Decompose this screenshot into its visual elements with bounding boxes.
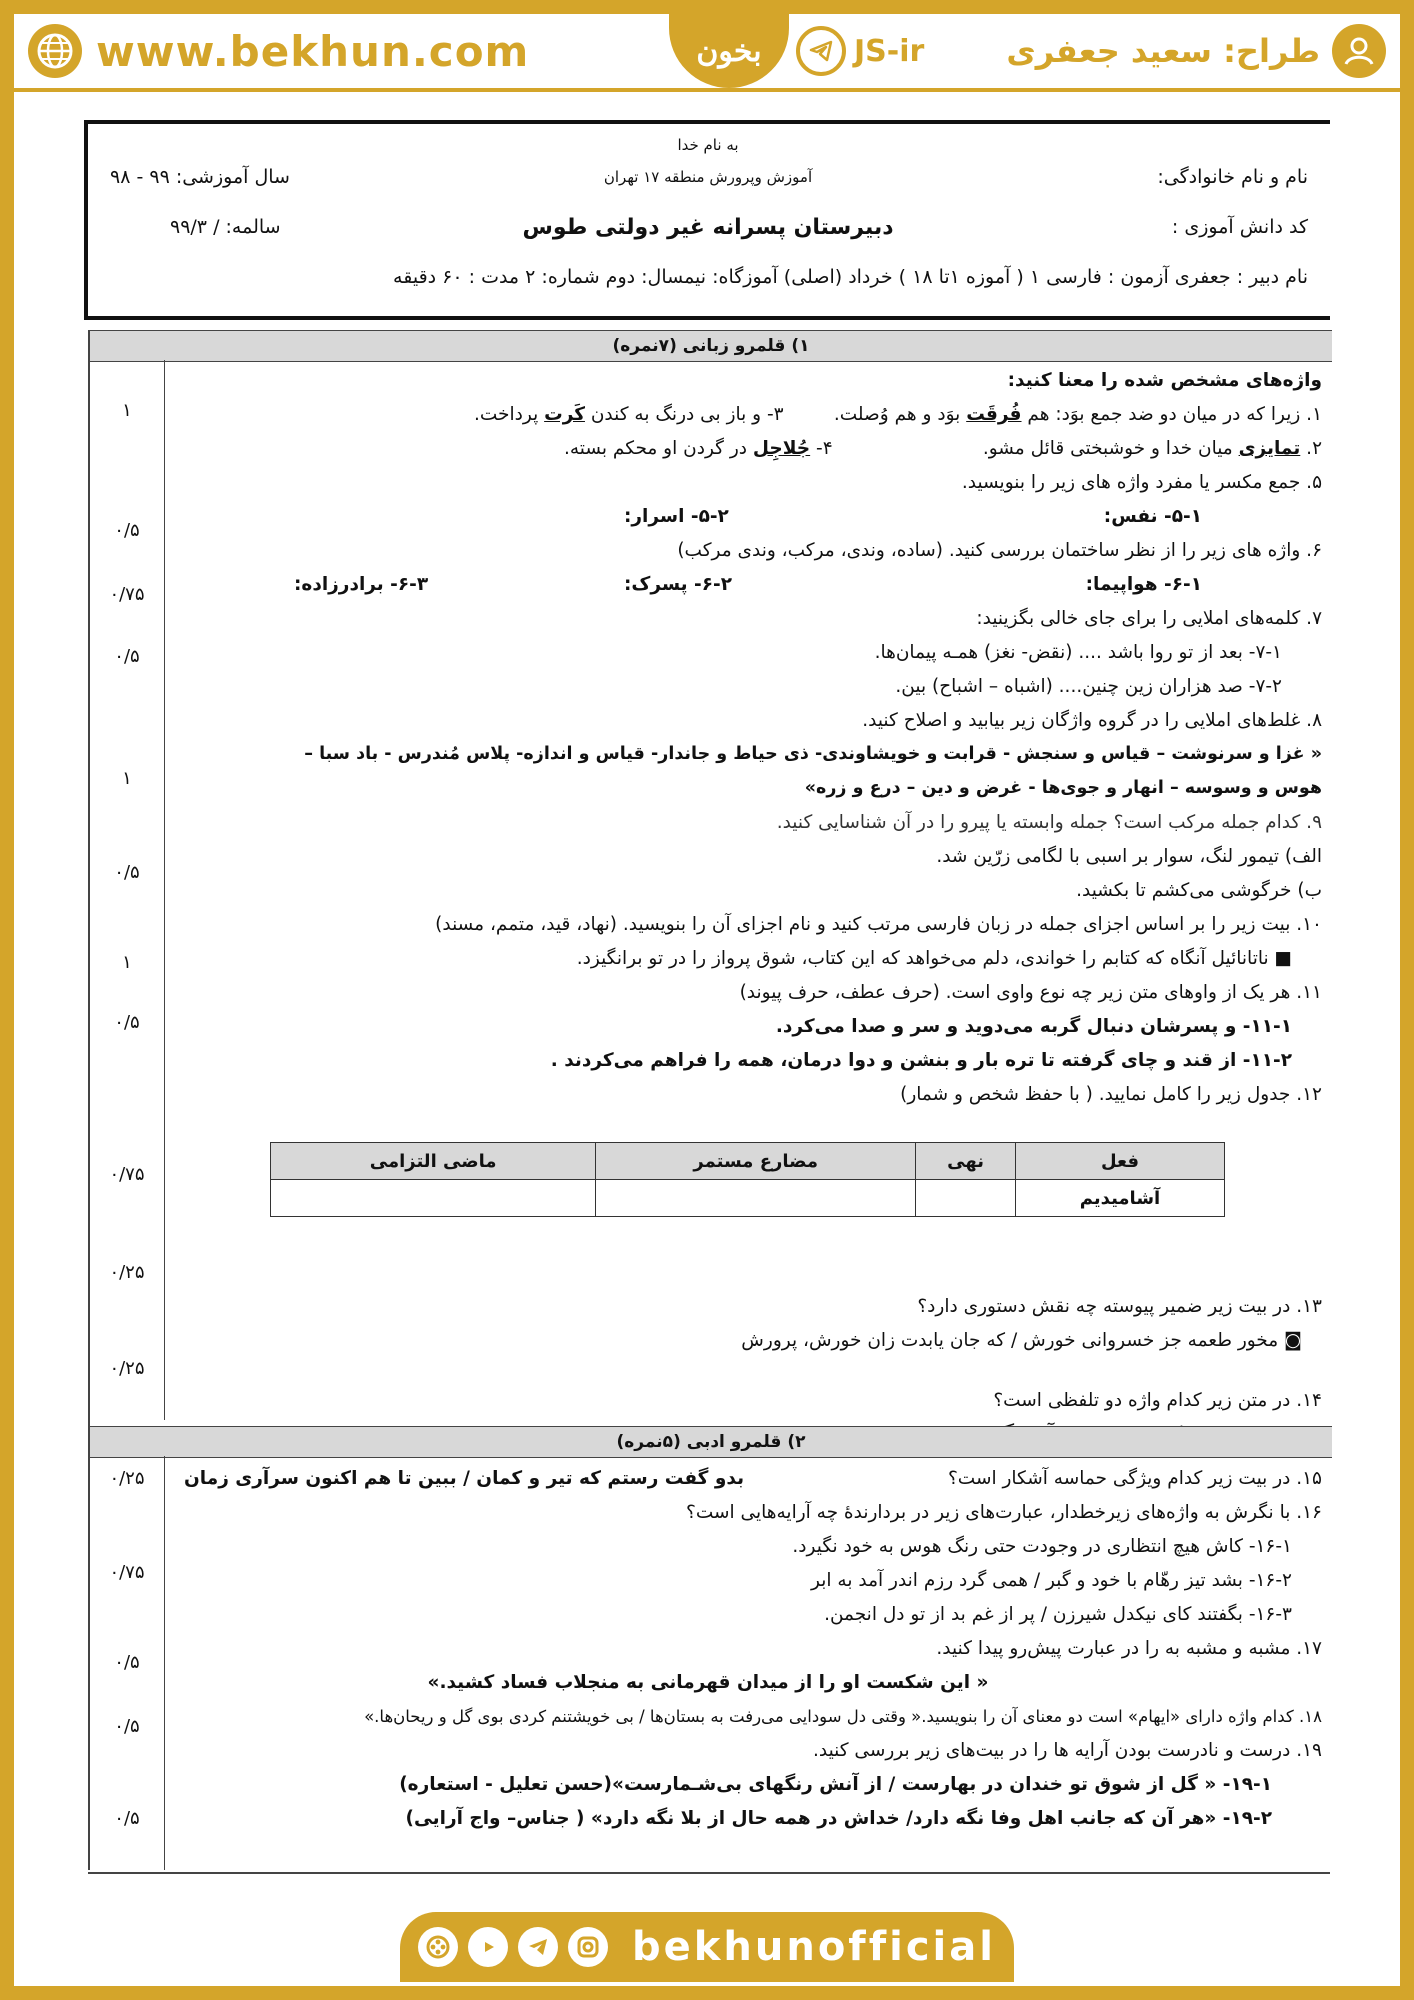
q8b: هوس و وسوسه – انهار و جوی‌ها - غرض و دین – درع و زره»: [804, 778, 1322, 798]
q6b: ۶-۲- پسرک:: [624, 574, 733, 595]
score: ۰/۵: [114, 1808, 140, 1829]
q5a: ۵-۱- نفس:: [1103, 506, 1202, 527]
q16c: ۱۶-۳- بگفتند کای نیکدل شیرزن / پر از غم بد از تو دل انجمن.: [824, 1604, 1292, 1625]
exam-header: [84, 120, 1330, 320]
q19a: ۱۹-۱- « گل از شوق تو خندان در بهارست / از آنش رنگهای بی‌شـمارست»(حسن تعلیل - استعاره): [399, 1774, 1272, 1795]
footer-handle: bekhunofficial: [632, 1924, 996, 1970]
score: ۰/۵: [114, 1716, 140, 1737]
section1-title: ۱) قلمرو زبانی (۷نمره): [90, 330, 1332, 362]
exam-bottom-border: [88, 1872, 1330, 1874]
question-10: ۱۰. بیت زیر را بر اساس اجزای جمله در زبان فارسی مرتب کنید و نام اجزای آن را بنویسید. (نهاد، قید، متمم، مسند): [435, 914, 1322, 935]
student-code-label: کد دانش آموزی :: [1171, 216, 1308, 238]
question-17: ۱۷. مشبه و مشبه به را در عبارت پیش‌رو پیدا کنید.: [936, 1638, 1322, 1659]
score: ۰/۵: [114, 1652, 140, 1673]
table-header: مضارع مستمر: [596, 1143, 916, 1180]
score: ۰/۵: [114, 862, 140, 883]
telegram-icon: [796, 26, 846, 76]
verb-table: [270, 1142, 1225, 1217]
q6c: ۶-۳- برادرزاده:: [294, 574, 429, 595]
question-14: ۱۴. در متن زیر کدام واژه دو تلفظی است؟: [993, 1390, 1322, 1411]
user-icon: [1332, 24, 1386, 78]
q7a: ۷-۱- بعد از تو روا باشد .... (نقض- نغز) همـه پیمان‌ها.: [874, 642, 1282, 663]
q1c-post: پرداخت.: [474, 404, 545, 425]
table-row: [271, 1180, 1225, 1217]
school-year: سال آموزشی: ۹۹ - ۹۸: [110, 166, 290, 188]
q1c-pre: ۳- و باز بی درنگ به کندن: [584, 404, 784, 425]
q9b: ب) خرگوشی می‌کشم تا بکشید.: [1076, 880, 1322, 901]
table-header-row: [271, 1143, 1225, 1180]
section2-title: ۲) قلمرو ادبی (۵نمره): [90, 1426, 1332, 1458]
score: ۰/۷۵: [109, 1562, 145, 1583]
instagram-icon[interactable]: [568, 1927, 608, 1967]
q16a: ۱۶-۱- کاش هیچ انتظاری در وجودت حتی رنگ هوس به خود نگیرد.: [792, 1536, 1292, 1557]
table-header: نهی: [916, 1143, 1016, 1180]
score: ۱: [122, 768, 132, 789]
aparat-icon[interactable]: [418, 1927, 458, 1967]
exam-date: سالمه: / ۹۹/۳: [170, 216, 281, 238]
q1a-post: بوَد و هم وُصلت.: [833, 404, 967, 425]
logo-text: بخون: [696, 33, 762, 69]
brand-logo: [669, 14, 789, 88]
site-link[interactable]: [28, 24, 529, 78]
score: ۰/۲۵: [109, 1358, 145, 1379]
site-url: www.bekhun.com: [96, 26, 530, 76]
q7b: ۷-۲- صد هزاران زین چنین.... (اشباه – اشباح) بین.: [895, 676, 1282, 697]
instruction: واژه‌های مشخص شده را معنا کنید:: [1007, 370, 1322, 391]
q13a: ◙ مخور طعمه جز خسروانی خورش / که جان یابدت زان خورش، پرورش: [741, 1330, 1302, 1351]
telegram-link[interactable]: [796, 26, 924, 76]
region: آموزش وپرورش منطقه ۱۷ تهران: [603, 168, 813, 186]
exam-info: نام دبیر : جعفری آزمون : فارسی ۱ ( آموزه ۱تا ۱۸ ) خرداد (اصلی) آموزگاه: نیمسال: دوم شماره: ۲ مدت : ۶۰ دقیقه: [393, 266, 1308, 288]
q1a-word: فُرقَت: [966, 404, 1022, 425]
table-cell: [596, 1180, 916, 1217]
question-13: ۱۳. در بیت زیر ضمیر پیوسته چه نقش دستوری دارد؟: [917, 1296, 1322, 1317]
score: ۰/۲۵: [109, 1468, 145, 1489]
question-6: ۶. واژه های زیر را از نظر ساختمان بررسی کنید. (ساده، وندی، مرکب، وندی مرکب): [677, 540, 1322, 561]
question-19: ۱۹. درست و نادرست بودن آرایه ها را در بیت‌های زیر بررسی کنید.: [812, 1740, 1322, 1761]
school-name: دبیرستان پسرانه غیر دولتی طوس: [522, 214, 894, 240]
section1-content: [174, 364, 1322, 1112]
score-divider-2: [164, 1456, 165, 1870]
score: ۰/۲۵: [109, 1262, 145, 1283]
q5b: ۵-۲- اسرار:: [624, 506, 729, 527]
globe-icon: [28, 24, 82, 78]
telegram-icon[interactable]: [518, 1927, 558, 1967]
q1b-post: میان خدا و خوشبختی قائل مشو.: [982, 438, 1239, 459]
score: ۰/۵: [114, 1012, 140, 1033]
bismillah: به نام خدا: [677, 136, 739, 154]
q1a-pre: ۱. زیرا که در میان دو ضد جمع بوَد: هم: [1021, 404, 1322, 425]
question-5: ۵. جمع مکسر یا مفرد واژه های زیر را بنویسید.: [961, 472, 1322, 493]
score-divider: [164, 360, 165, 1420]
q11a: ۱۱-۱- و پسرشان دنبال گربه می‌دوید و سر و صدا می‌کرد.: [775, 1016, 1292, 1037]
question-18: ۱۸. کدام واژه دارای «ایهام» است دو معنای آن را بنویسید.« وقتی دل سودایی می‌رفت به بستان‌ها / بی خویشتنم کردی بوی گل و ریحان‌ها.»: [364, 1707, 1322, 1726]
score: ۱: [122, 952, 132, 973]
question-8: ۸. غلط‌های املایی را در گروه واژگان زیر بیابید و اصلاح کنید.: [862, 710, 1322, 731]
q6a: ۶-۱- هواپیما:: [1085, 574, 1202, 595]
q1b-word: تمایزی: [1238, 438, 1301, 459]
q15a: بدو گفت رستم که تیر و کمان / ببین تا هم اکنون سرآری زمان: [184, 1468, 745, 1489]
score: ۱: [122, 400, 132, 421]
table-cell: آشامیدیم: [1016, 1180, 1225, 1217]
q1d-pre: ۴-: [810, 438, 833, 459]
q1d-post: در گردن او محکم بسته.: [564, 438, 753, 459]
q1d-word: جُلاجِل: [752, 438, 811, 459]
exam-body: [88, 330, 1332, 1870]
question-12: ۱۲. جدول زیر را کامل نمایید. ( با حفظ شخص و شمار): [900, 1084, 1322, 1105]
q10a: ■ ناتانائیل آنگاه که کتابم را خواندی، دلم می‌خواهد که این کتاب، شوق پرواز را در تو برانگیزد.: [576, 948, 1292, 969]
question-1: [174, 398, 1322, 432]
question-15: [174, 1462, 1322, 1496]
question-16: ۱۶. با نگرش به واژه‌های زیرخطدار، عبارت‌های زیر در بردارندهٔ چه آرایه‌هایی است؟: [686, 1502, 1322, 1523]
q15: ۱۵. در بیت زیر کدام ویژگی حماسه آشکار است؟: [947, 1468, 1322, 1489]
table-cell: [271, 1180, 596, 1217]
designer-credit: [1006, 24, 1386, 78]
question-9: ۹. کدام جمله مرکب است؟ جمله وابسته یا پیرو را در آن شناسایی کنید.: [776, 812, 1322, 833]
footer-social: [400, 1912, 1014, 1982]
table-header: فعل: [1016, 1143, 1225, 1180]
score: ۰/۵: [114, 646, 140, 667]
score: ۰/۷۵: [109, 1164, 145, 1185]
q19b: ۱۹-۲- «هر آن که جانب اهل وفا نگه دارد/ خداش در همه حال از بلا نگه دارد» ( جناس– واج آرایی): [405, 1808, 1272, 1829]
q1c-word: کَرت: [544, 404, 585, 425]
q8a: « غزا و سرنوشت – قیاس و سنجش - قرابت و خویشاوندی- ذی حیاط و جاندار- قیاس و اندازه- پلاس مُندرس - باد سبا –: [304, 744, 1322, 764]
q11b: ۱۱-۲- از قند و چای گرفته تا تره بار و بنشن و دوا درمان، همه را فراهم می‌کردند .: [550, 1050, 1292, 1071]
question-11: ۱۱. هر یک از واوهای متن زیر چه نوع واوی است. (حرف عطف، حرف پیوند): [739, 982, 1322, 1003]
telegram-handle: JS-ir: [854, 33, 925, 69]
q17a: « این شکست او را از میدان قهرمانی به منجلاب فساد کشید.»: [427, 1672, 989, 1693]
table-cell: [916, 1180, 1016, 1217]
q1b-pre: ۲.: [1300, 438, 1322, 459]
question-2: [174, 432, 1322, 466]
score: ۰/۵: [114, 520, 140, 541]
score: ۰/۷۵: [109, 584, 145, 605]
q16b: ۱۶-۲- بشد تیز رهّام با خود و گبر / همی گرد رزم اندر آمد به ابر: [811, 1570, 1292, 1591]
question-6-items: [174, 568, 1322, 602]
q9a: الف) تیمور لنگ، سوار بر اسبی با لگامی زرّین شد.: [936, 846, 1322, 867]
question-7: ۷. کلمه‌های املایی را برای جای خالی بگزینید:: [976, 608, 1322, 629]
question-5-items: [174, 500, 1322, 534]
designer-name: طراح: سعید جعفری: [1006, 32, 1320, 70]
name-label: نام و نام خانوادگی:: [1157, 166, 1308, 188]
youtube-icon[interactable]: [468, 1927, 508, 1967]
section2-content: [174, 1462, 1322, 1836]
top-banner: [14, 14, 1400, 92]
table-header: ماضی التزامی: [271, 1143, 596, 1180]
